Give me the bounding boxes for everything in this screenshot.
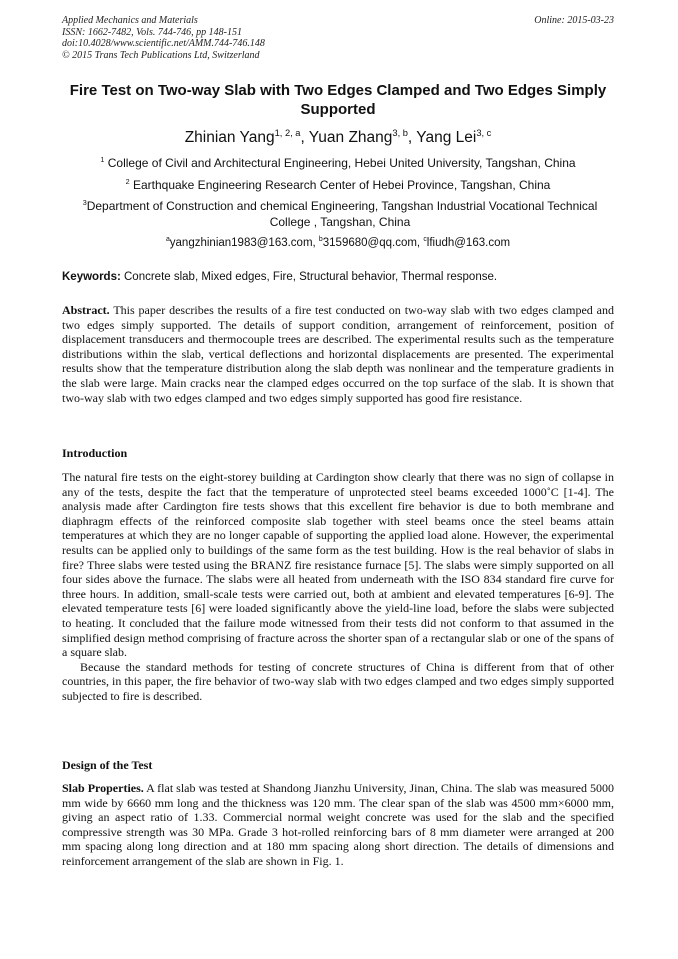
abstract-label: Abstract. — [62, 303, 110, 317]
section-heading-design: Design of the Test — [62, 758, 153, 772]
slab-properties-text: A flat slab was tested at Shandong Jianzhu University, Jinan, China. The slab was measured 5000 mm wide by 6660 mm long and the thickness was 120 mm. The clear span of the slab was 4500 mm×6000 mm, giving an aspect ratio of 1.33. Commercial normal weight concrete was used for the slab and the specified compressive strength was 30 MPa. Grade 3 hot-rolled reinforcing bars of 8 mm diameter were arranged at 200 mm spacing along long direction and at 180 mm spacing along short direction. The details of dimensions and reinforcement arrangement of the slab are shown in Fig. 1. — [62, 781, 614, 868]
paper-title: Fire Test on Two-way Slab with Two Edges Clamped and Two Edges Simply Supported — [69, 82, 607, 118]
affiliation-text: College of Civil and Architectural Engineering, Hebei United University, Tangshan, China — [104, 156, 576, 170]
abstract — [62, 303, 614, 405]
author-affil-sup: 3, b — [392, 127, 408, 138]
affiliation-number: 2 — [125, 177, 130, 186]
affiliation-3 — [66, 199, 614, 230]
affiliation-number: 1 — [100, 155, 105, 164]
copyright-line: © 2015 Trans Tech Publications Ltd, Switzerland — [62, 49, 260, 61]
introduction-body — [62, 470, 614, 704]
email-address: lfiudh@163.com — [426, 237, 511, 249]
doi-line: doi:10.4028/www.scientific.net/AMM.744-746.148 — [62, 38, 265, 50]
issn-line: ISSN: 1662-7482, Vols. 744-746, pp 148-151 — [62, 26, 242, 38]
author-separator: , — [300, 129, 309, 146]
section-heading-introduction: Introduction — [62, 446, 128, 460]
author-name: Yuan Zhang — [308, 129, 393, 146]
abstract-text: This paper describes the results of a fire test conducted on two-way slab with two edges clamped and two edges simply supported. The details of support condition, arrangement of reinforcement, position of displacement transducers and thermocouple trees are described. The experimental results such as the temperature distributions within the slab, vertical deflections and horizontal displacements are presented. The experimental results show that the temperature distribution along the slab depth was nonlinear and the temperature gradients in the slab were large. Main cracks near the clamped edges occurred on the top surface of the slab. It is shown that two-way slab with two edges clamped and two edges simply supported has good fire resistance. — [62, 303, 614, 405]
journal-header — [62, 15, 614, 61]
journal-name: Applied Mechanics and Materials — [62, 15, 198, 26]
author-separator: , — [407, 129, 417, 146]
affiliation-text: Department of Construction and chemical Engineering, Tangshan Industrial Vocational Technical College , Tangshan, China — [86, 199, 598, 229]
email-sup: a — [165, 236, 170, 244]
design-body — [62, 781, 614, 869]
author-affil-sup: 1, 2, a — [274, 127, 301, 138]
email-sup: c — [423, 236, 427, 244]
affiliation-number: 3 — [82, 198, 87, 207]
keywords-text: Concrete slab, Mixed edges, Fire, Structural behavior, Thermal response. — [120, 271, 498, 283]
email-sup: b — [318, 236, 323, 244]
keywords — [62, 270, 614, 284]
email-address: 3159680@qq.com, — [322, 237, 424, 249]
affiliation-1 — [62, 156, 614, 172]
email-address: yangzhinian1983@163.com, — [169, 237, 319, 249]
intro-paragraph-1: The natural fire tests on the eight-storey building at Cardington show clearly that there was no sign of collapse in any of the tests, despite the fact that the temperature of unprotected steel beams exceeded 1000˚C [1-4]. The analysis made after Cardington fire tests shows that this excellent fire behavior is due to both membrane and diaphragm effects of the reinforced composite slab together with steel beams once the steel beams attain temperatures at which they are no longer capable of supporting the applied load alone. However, the experimental results can be applied only to buildings of the same form as the test building. How is the real behavior of slabs in fire? Three slabs were tested using the BRANZ fire resistance furnace [5]. The slabs were simply supported on all four sides above the furnace. The slabs were all heated from underneath with the ISO 834 standard fire curve for three hours. In addition, small-scale tests were carried out, both at ambient and elevated temperatures [6-9]. The elevated temperature tests [6] were loaded significantly above the yield-line load, before the slabs were subjected to heating. It concluded that the failure mode witnessed from their tests did not conform to that assumed in the simplified design method comprising of fracture across the shorter span of a rectangular slab or one of the spans of a square slab. — [62, 470, 614, 660]
author-affil-sup: 3, c — [476, 127, 492, 138]
intro-paragraph-2: Because the standard methods for testing of concrete structures of China is different from that of other countries, in this paper, the fire behavior of two-way slab with two edges clamped and two edges simply supported subjected to fire is described. — [62, 659, 614, 703]
keywords-label: Keywords: — [62, 271, 121, 283]
author-list — [62, 128, 614, 148]
email-list — [62, 236, 614, 250]
affiliation-text: Earthquake Engineering Research Center of Hebei Province, Tangshan, China — [129, 178, 551, 192]
online-date: Online: 2015-03-23 — [534, 15, 614, 26]
slab-properties-label: Slab Properties. — [62, 781, 144, 795]
author-name: Zhinian Yang — [184, 129, 275, 146]
author-name: Yang Lei — [416, 129, 477, 146]
affiliation-2 — [62, 178, 614, 194]
